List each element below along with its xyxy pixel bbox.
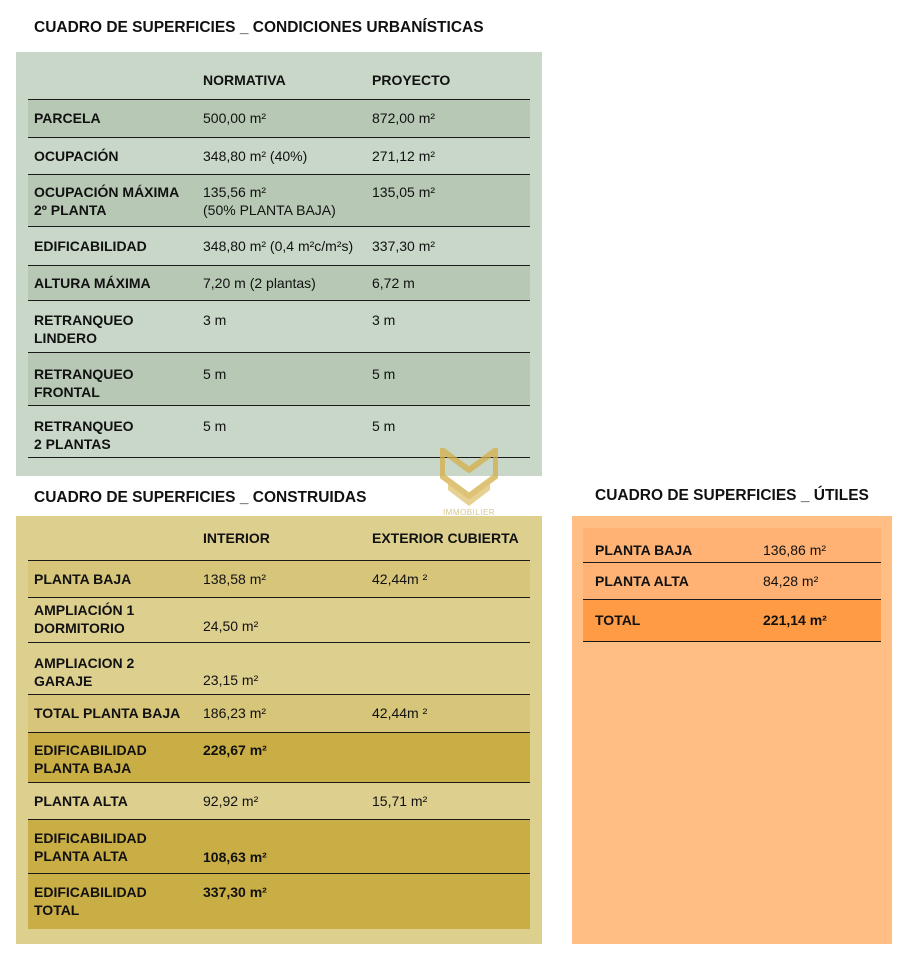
table-row [28, 642, 530, 694]
header-exterior: EXTERIOR CUBIERTA [372, 529, 519, 546]
row-label: EDIFICABILIDAD [34, 237, 147, 254]
row-interior: 92,92 m² [203, 792, 259, 809]
table-row [583, 528, 881, 562]
row-label: RETRANQUEO [34, 311, 134, 328]
watermark [440, 448, 498, 534]
row-proyecto: 872,00 m² [372, 110, 436, 126]
m-logo-icon [440, 448, 498, 508]
row-normativa: 7,20 m (2 plantas) [203, 274, 316, 291]
row-normativa: 5 m [203, 417, 227, 434]
construidas-title: CUADRO DE SUPERFICIES _ CONSTRUIDAS [34, 489, 367, 506]
row-proyecto: 3 m [372, 311, 396, 328]
table-row [28, 174, 530, 226]
construidas-table [28, 516, 530, 929]
row-label-line2: PLANTA BAJA [34, 759, 132, 776]
table-row [28, 694, 530, 732]
row-exterior [372, 873, 530, 929]
table-row [583, 562, 881, 599]
urbanisticas-title: CUADRO DE SUPERFICIES _ CONDICIONES URBANÍSTICAS [34, 19, 484, 36]
utiles-title: CUADRO DE SUPERFICIES _ ÚTILES [595, 487, 869, 504]
row-label: PLANTA BAJA [595, 541, 693, 558]
table-row [28, 99, 530, 137]
row-label-line2: FRONTAL [34, 383, 100, 400]
table-row [28, 265, 530, 300]
row-label: ALTURA MÁXIMA [34, 274, 151, 291]
row-label: OCUPACIÓN [34, 147, 119, 164]
row-interior: 24,50 m² [203, 617, 259, 634]
table-row [28, 137, 530, 174]
table-row [28, 597, 530, 642]
row-label: AMPLIACION 2 [34, 654, 135, 671]
row-value: 136,86 m² [763, 541, 827, 558]
row-proyecto: 271,12 m² [372, 147, 436, 164]
row-label: PLANTA BAJA [34, 570, 132, 587]
header-normativa: NORMATIVA [203, 72, 286, 89]
row-label-line2: PLANTA ALTA [34, 847, 128, 864]
row-normativa: 135,56 m² [203, 183, 267, 200]
row-value: 84,28 m² [763, 572, 819, 589]
row-label: TOTAL PLANTA BAJA [34, 705, 181, 721]
row-proyecto: 5 m [372, 365, 396, 382]
utiles-table [583, 528, 881, 642]
row-label-line2: LINDERO [34, 329, 97, 346]
row-label: EDIFICABILIDAD [34, 883, 147, 900]
table-row [28, 732, 530, 782]
row-exterior [372, 642, 530, 694]
row-label: TOTAL [595, 612, 641, 628]
row-interior: 228,67 m² [203, 741, 267, 758]
row-normativa: 5 m [203, 365, 227, 382]
table-row [28, 300, 530, 352]
table-row [28, 782, 530, 819]
row-value: 221,14 m² [763, 612, 827, 628]
row-proyecto: 5 m [372, 417, 396, 434]
row-normativa: 348,80 m² (40%) [203, 147, 308, 164]
table-row [28, 873, 530, 929]
row-exterior [372, 597, 530, 642]
row-exterior [372, 732, 530, 782]
row-proyecto: 6,72 m [372, 274, 415, 291]
row-exterior: 42,44m ² [372, 570, 428, 587]
urbanisticas-table [28, 62, 530, 458]
row-label-line2: TOTAL [34, 901, 80, 918]
row-proyecto: 135,05 m² [372, 183, 436, 200]
row-label: PLANTA ALTA [595, 572, 689, 589]
row-exterior: 42,44m ² [372, 705, 428, 721]
table-row [28, 819, 530, 873]
row-normativa-line2: (50% PLANTA BAJA) [203, 201, 336, 218]
row-interior: 186,23 m² [203, 705, 267, 721]
header-proyecto: PROYECTO [372, 72, 451, 89]
header-interior: INTERIOR [203, 529, 270, 546]
row-label-line2: GARAJE [34, 672, 93, 689]
row-label-line2: 2º PLANTA [34, 201, 107, 218]
watermark-text: IMMOBILIER [442, 508, 496, 517]
row-exterior: 15,71 m² [372, 792, 428, 809]
row-label: PARCELA [34, 110, 101, 126]
row-label: EDIFICABILIDAD [34, 741, 147, 758]
row-label: EDIFICABILIDAD [34, 829, 147, 846]
row-interior: 23,15 m² [203, 671, 259, 688]
table-row [28, 560, 530, 597]
row-normativa: 500,00 m² [203, 110, 267, 126]
table-header-row [28, 62, 530, 99]
row-label: RETRANQUEO [34, 365, 134, 382]
row-label: RETRANQUEO [34, 417, 134, 434]
row-normativa: 348,80 m² (0,4 m²c/m²s) [203, 237, 354, 254]
table-row [28, 226, 530, 265]
row-label: OCUPACIÓN MÁXIMA [34, 183, 180, 200]
row-label-line2: DORMITORIO [34, 619, 125, 636]
row-label: PLANTA ALTA [34, 792, 128, 809]
table-row [28, 352, 530, 405]
row-label-line2: 2 PLANTAS [34, 435, 111, 452]
table-row [583, 599, 881, 641]
row-interior: 337,30 m² [203, 883, 267, 900]
row-proyecto: 337,30 m² [372, 237, 436, 254]
row-interior: 108,63 m² [203, 848, 267, 865]
row-exterior [372, 819, 530, 873]
row-normativa: 3 m [203, 311, 227, 328]
row-interior: 138,58 m² [203, 570, 267, 587]
row-label: AMPLIACIÓN 1 [34, 601, 135, 618]
